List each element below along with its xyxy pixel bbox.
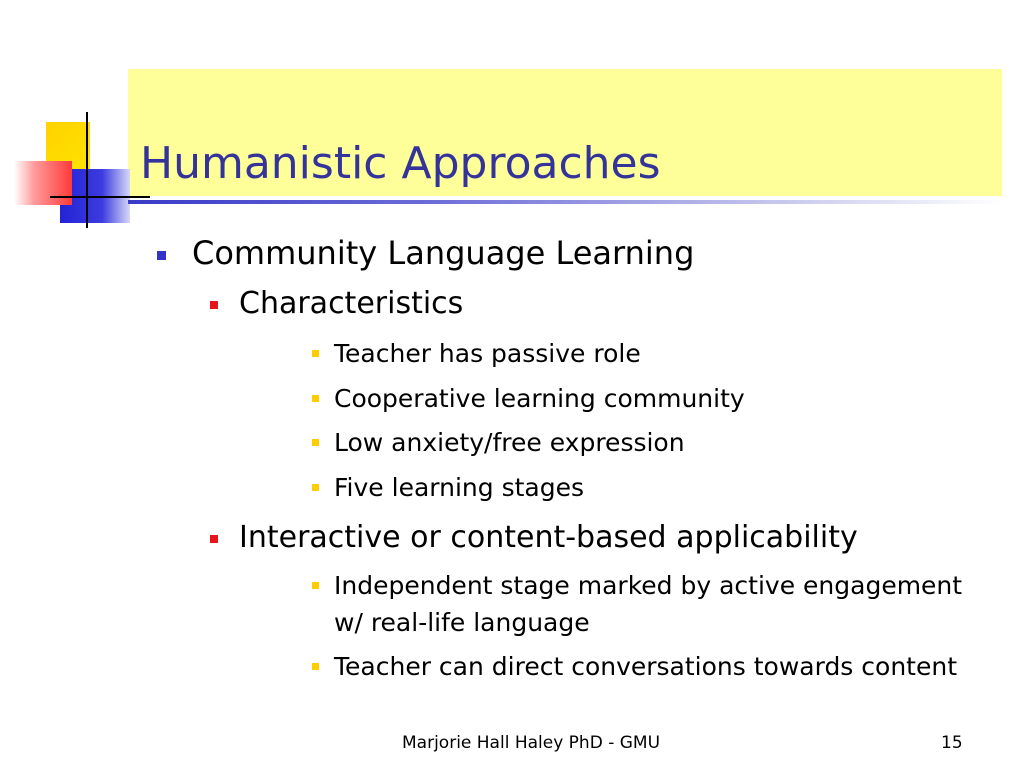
bullet-level3-item [312,648,992,685]
bullet-text: Characteristics [239,286,464,321]
bullet-text: Cooperative learning community [334,384,745,413]
square-bullet-icon [312,663,319,670]
square-bullet-icon [312,439,319,446]
bullet-level2-item [210,519,858,556]
square-bullet-icon [157,251,166,260]
bullet-text: Independent stage marked by active engagement w/ real-life language [334,571,963,637]
bullet-level3-item [312,424,992,461]
title-underline [128,200,1002,204]
bullet-text: Teacher can direct conversations towards content [334,652,957,681]
square-bullet-icon [210,535,218,543]
square-bullet-icon [312,582,319,589]
vertical-line-decoration [86,112,88,228]
bullet-text: Interactive or content-based applicability [239,520,858,555]
bullet-text: Teacher has passive role [334,339,641,368]
bullet-text: Community Language Learning [192,234,695,272]
square-bullet-icon [312,350,319,357]
bullet-level3-item [312,335,992,372]
bullet-level3-item [312,567,992,641]
footer-author: Marjorie Hall Haley PhD - GMU [402,733,661,753]
square-bullet-icon [210,301,218,309]
page-number: 15 [941,733,963,753]
square-bullet-icon [312,484,319,491]
bullet-level3-item [312,469,992,506]
bullet-level3-item [312,380,992,417]
slide-title: Humanistic Approaches [140,138,661,189]
bullet-text: Five learning stages [334,473,584,502]
bullet-level1-item [157,233,694,273]
horizontal-line-decoration [50,196,150,198]
red-square-decoration [14,161,72,205]
bullet-text: Low anxiety/free expression [334,428,685,457]
bullet-level2-item [210,285,463,322]
square-bullet-icon [312,395,319,402]
